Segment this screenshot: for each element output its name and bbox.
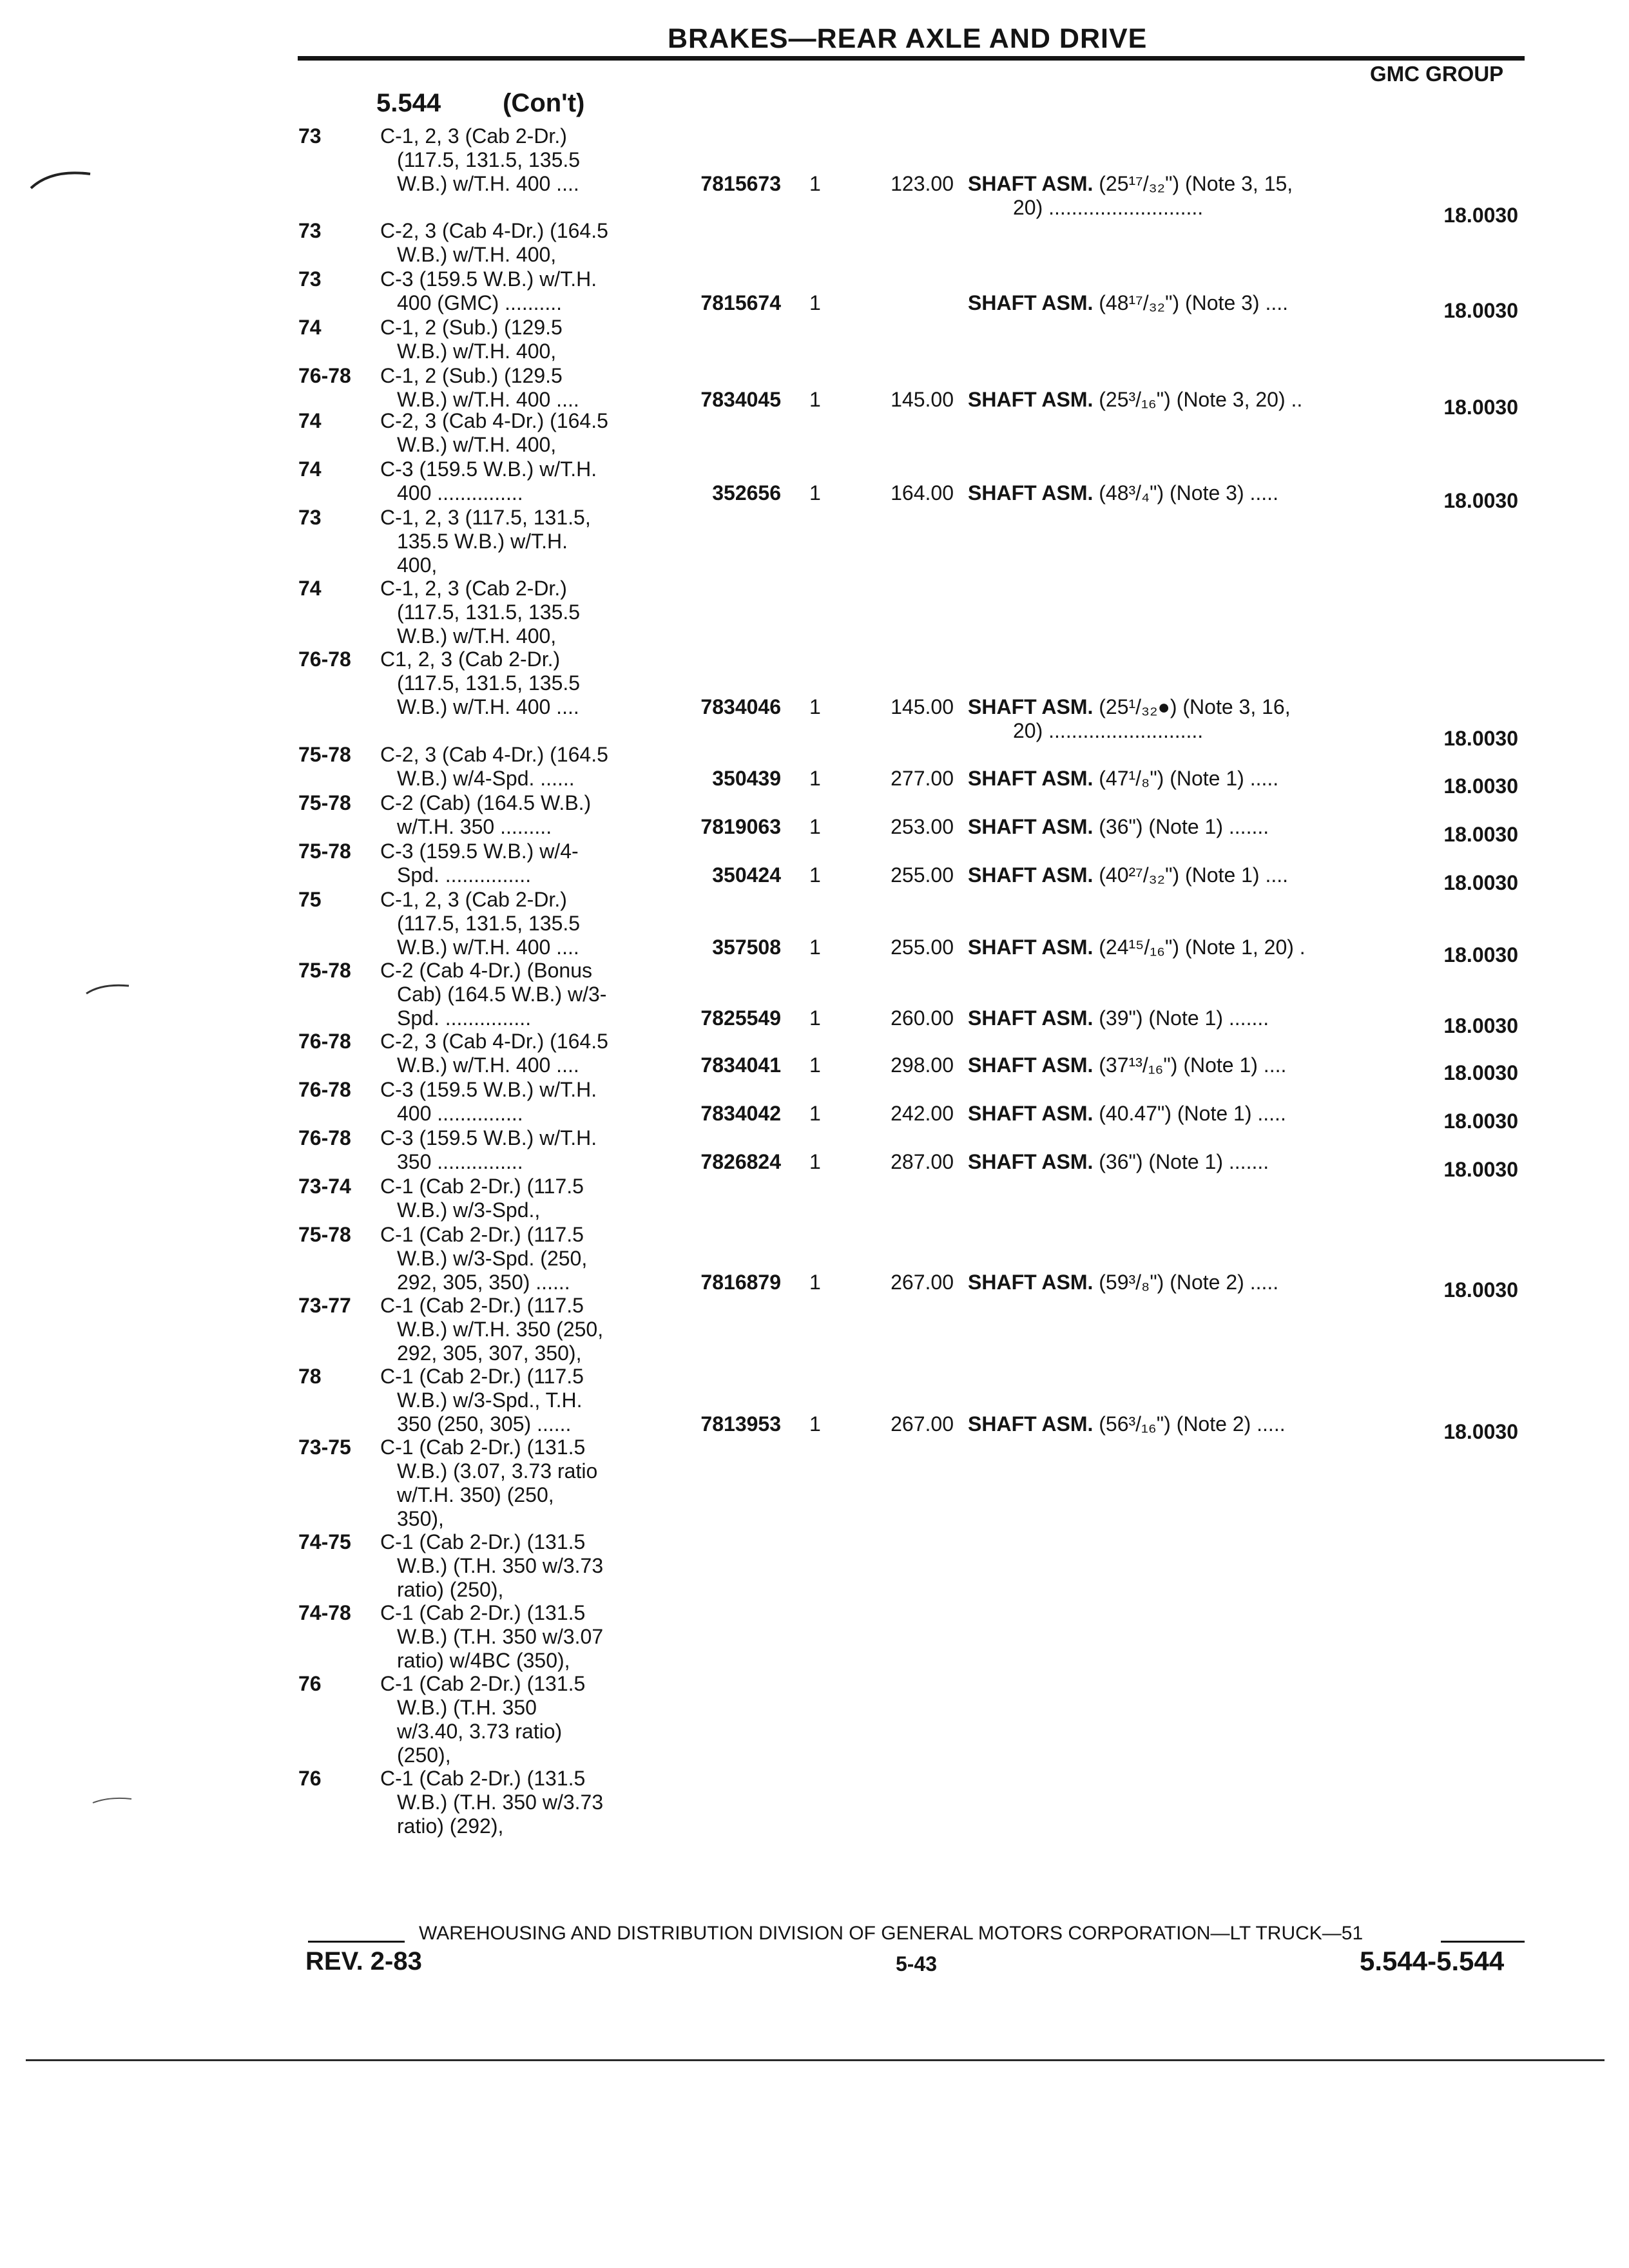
application — [380, 840, 677, 887]
application-line: 400 (GMC) .......... — [397, 291, 563, 314]
application — [380, 1294, 677, 1365]
application-line: C-1 (Cab 2-Dr.) (131.5 — [380, 1601, 586, 1624]
application-line: C-1 (Cab 2-Dr.) (131.5 — [380, 1767, 586, 1790]
quantity: 1 — [809, 863, 821, 887]
price: 298.00 — [891, 1053, 954, 1077]
part-number: 7825549 — [700, 1006, 781, 1030]
application-line: W.B.) w/T.H. 350 (250, — [397, 1318, 604, 1341]
model-year: 76-78 — [298, 648, 351, 671]
description — [968, 863, 1374, 887]
part-name: SHAFT ASM. — [968, 936, 1094, 959]
application — [380, 1030, 677, 1077]
description — [968, 1053, 1374, 1077]
application-line: W.B.) w/T.H. 400, — [397, 243, 557, 266]
model-year: 76-78 — [298, 1030, 351, 1053]
application-line: W.B.) w/3-Spd., T.H. — [397, 1389, 583, 1412]
part-spec: (48³/₄") (Note 3) ..... — [1099, 481, 1278, 505]
application-line: 292, 305, 350) ...... — [397, 1271, 570, 1294]
section-range: 5.544-5.544 — [1360, 1946, 1505, 1976]
group-number: 18.0030 — [1443, 871, 1518, 894]
application-line: C-2, 3 (Cab 4-Dr.) (164.5 — [380, 219, 608, 242]
part-spec: (25³/₁₆") (Note 3, 20) .. — [1099, 388, 1303, 411]
quantity: 1 — [809, 1150, 821, 1173]
description — [968, 1412, 1374, 1436]
quantity: 1 — [809, 695, 821, 718]
footer-division: WAREHOUSING AND DISTRIBUTION DIVISION OF GENERAL MOTORS CORPORATION—LT TRUCK—51 — [419, 1923, 1364, 1944]
application-line: W.B.) w/T.H. 400 .... — [397, 1053, 579, 1077]
part-name: SHAFT ASM. — [968, 1006, 1094, 1030]
group-number: 18.0030 — [1443, 1420, 1518, 1443]
section-continued: (Con't) — [503, 89, 585, 117]
application — [380, 1767, 677, 1838]
price: 242.00 — [891, 1102, 954, 1125]
page-number: 5-43 — [896, 1952, 938, 1975]
group-label: GMC GROUP — [1370, 62, 1504, 86]
quantity: 1 — [809, 481, 821, 505]
quantity: 1 — [809, 815, 821, 838]
part-spec: (39") (Note 1) ....... — [1099, 1006, 1269, 1030]
application-line: C-2 (Cab) (164.5 W.B.) — [380, 791, 592, 814]
model-year: 75-78 — [298, 1223, 351, 1246]
price: 145.00 — [891, 388, 954, 411]
description-line — [968, 1102, 1374, 1126]
model-year: 76-78 — [298, 364, 351, 387]
price: 164.00 — [891, 481, 954, 505]
application-line: C-2, 3 (Cab 4-Dr.) (164.5 — [380, 409, 608, 432]
quantity: 1 — [809, 172, 821, 195]
price: 123.00 — [891, 172, 954, 195]
application — [380, 506, 677, 577]
application-line: 350), — [397, 1507, 444, 1530]
description — [968, 936, 1374, 959]
model-year: 73-75 — [298, 1436, 351, 1459]
description-line — [968, 1412, 1374, 1436]
application — [380, 1601, 677, 1673]
application-line: C-1 (Cab 2-Dr.) (131.5 — [380, 1530, 586, 1553]
group-number: 18.0030 — [1443, 299, 1518, 322]
application — [380, 219, 677, 267]
description-line — [968, 1150, 1374, 1174]
section-heading — [376, 89, 584, 118]
application — [380, 267, 677, 315]
part-name: SHAFT ASM. — [968, 388, 1094, 411]
application-line: W.B.) w/T.H. 400 .... — [397, 388, 579, 411]
header-rule — [298, 56, 1525, 61]
part-name: SHAFT ASM. — [968, 815, 1094, 838]
application — [380, 409, 677, 457]
part-number: 7819063 — [700, 815, 781, 838]
model-year: 76 — [298, 1672, 322, 1695]
model-year: 73 — [298, 219, 322, 242]
application-line: W.B.) w/T.H. 400, — [397, 624, 557, 648]
part-number: 7816879 — [700, 1271, 781, 1294]
group-number: 18.0030 — [1443, 489, 1518, 512]
application-line: C-1 (Cab 2-Dr.) (131.5 — [380, 1436, 586, 1459]
application-line: C-2, 3 (Cab 4-Dr.) (164.5 — [380, 743, 608, 766]
model-year: 74 — [298, 316, 322, 339]
application-line: w/T.H. 350) (250, — [397, 1483, 554, 1506]
group-number: 18.0030 — [1443, 1278, 1518, 1302]
part-number: 350439 — [712, 767, 781, 790]
part-spec: (25¹/₃₂●) (Note 3, 16, — [1099, 695, 1291, 718]
page-title: BRAKES—REAR AXLE AND DRIVE — [668, 23, 1148, 54]
price: 287.00 — [891, 1150, 954, 1173]
part-name: SHAFT ASM. — [968, 1053, 1094, 1077]
group-number: 18.0030 — [1443, 396, 1518, 419]
application — [380, 457, 677, 505]
quantity: 1 — [809, 936, 821, 959]
application-line: w/T.H. 350 ......... — [397, 815, 552, 838]
price: 255.00 — [891, 936, 954, 959]
application-line: C-1, 2, 3 (Cab 2-Dr.) — [380, 577, 567, 600]
application-line: C-1, 2 (Sub.) (129.5 — [380, 316, 563, 339]
application-line: (117.5, 131.5, 135.5 — [397, 912, 581, 935]
part-name: SHAFT ASM. — [968, 1102, 1094, 1125]
price: 267.00 — [891, 1271, 954, 1294]
application-line: 135.5 W.B.) w/T.H. — [397, 530, 568, 553]
application-line: C-1 (Cab 2-Dr.) (117.5 — [380, 1175, 584, 1198]
description-line — [968, 767, 1374, 791]
quantity: 1 — [809, 1271, 821, 1294]
application-line: W.B.) w/3-Spd. (250, — [397, 1247, 588, 1270]
application-line: 350 (250, 305) ...... — [397, 1412, 572, 1436]
price: 145.00 — [891, 695, 954, 718]
application-line: C-2, 3 (Cab 4-Dr.) (164.5 — [380, 1030, 608, 1053]
part-spec: (47¹/₈") (Note 1) ..... — [1099, 767, 1279, 790]
part-spec: (40²⁷/₃₂") (Note 1) .... — [1099, 863, 1289, 887]
part-name: SHAFT ASM. — [968, 695, 1094, 718]
part-spec: (36") (Note 1) ....... — [1099, 1150, 1269, 1173]
footer-rule-right — [1441, 1941, 1525, 1943]
quantity: 1 — [809, 388, 821, 411]
application-line: W.B.) (T.H. 350 w/3.07 — [397, 1625, 604, 1648]
application — [380, 791, 677, 839]
group-number: 18.0030 — [1443, 774, 1518, 798]
application-line: ratio) (292), — [397, 1814, 504, 1838]
application — [380, 316, 677, 363]
group-number: 18.0030 — [1443, 1061, 1518, 1084]
description-line — [968, 936, 1374, 959]
application-line: 400, — [397, 553, 438, 577]
part-number: 350424 — [712, 863, 781, 887]
description-line — [968, 863, 1374, 887]
quantity: 1 — [809, 1412, 821, 1436]
application-line: C1, 2, 3 (Cab 2-Dr.) — [380, 648, 561, 671]
application-line: W.B.) w/3-Spd., — [397, 1198, 541, 1222]
application-line: C-1 (Cab 2-Dr.) (117.5 — [380, 1223, 584, 1246]
price: 267.00 — [891, 1412, 954, 1436]
part-number: 357508 — [712, 936, 781, 959]
quantity: 1 — [809, 1053, 821, 1077]
part-number: 7834041 — [700, 1053, 781, 1077]
model-year: 75-78 — [298, 791, 351, 814]
application — [380, 1530, 677, 1602]
application — [380, 124, 677, 196]
part-spec: (59³/₈") (Note 2) ..... — [1099, 1271, 1279, 1294]
description — [968, 291, 1374, 315]
description-line — [968, 1271, 1374, 1294]
description-line — [968, 695, 1374, 719]
application — [380, 888, 677, 959]
part-number: 7815674 — [700, 291, 781, 314]
model-year: 74 — [298, 409, 322, 432]
application — [380, 364, 677, 412]
price: 253.00 — [891, 815, 954, 838]
application-line: W.B.) (T.H. 350 w/3.73 — [397, 1791, 604, 1814]
model-year: 74-75 — [298, 1530, 351, 1553]
model-year: 73 — [298, 124, 322, 148]
application-line: C-3 (159.5 W.B.) w/4- — [380, 840, 579, 863]
description-line — [968, 388, 1374, 412]
application-line: W.B.) (3.07, 3.73 ratio — [397, 1459, 598, 1483]
application-line: C-1, 2, 3 (Cab 2-Dr.) — [380, 124, 567, 148]
part-spec: (56³/₁₆") (Note 2) ..... — [1099, 1412, 1286, 1436]
group-number: 18.0030 — [1443, 1014, 1518, 1037]
model-year: 78 — [298, 1365, 322, 1388]
application — [380, 1672, 677, 1767]
description — [968, 1271, 1374, 1294]
model-year: 75-78 — [298, 840, 351, 863]
price: 260.00 — [891, 1006, 954, 1030]
description — [968, 815, 1374, 839]
application-line: C-1, 2, 3 (117.5, 131.5, — [380, 506, 591, 529]
application-line: W.B.) w/T.H. 400 .... — [397, 936, 579, 959]
application-line: W.B.) (T.H. 350 w/3.73 — [397, 1554, 604, 1577]
description — [968, 1150, 1374, 1174]
application — [380, 577, 677, 648]
application — [380, 1175, 677, 1222]
part-number: 7826824 — [700, 1150, 781, 1173]
description — [968, 172, 1374, 220]
description-line — [968, 291, 1374, 315]
application — [380, 1126, 677, 1174]
part-spec: (36") (Note 1) ....... — [1099, 815, 1269, 838]
description-line: 20) ........................... — [1013, 196, 1204, 219]
description-line — [968, 172, 1374, 196]
application — [380, 648, 677, 719]
model-year: 74 — [298, 457, 322, 481]
group-number: 18.0030 — [1443, 943, 1518, 966]
part-spec: (24¹⁵/₁₆") (Note 1, 20) . — [1099, 936, 1306, 959]
application-line: (117.5, 131.5, 135.5 — [397, 601, 581, 624]
application-line: ratio) (250), — [397, 1578, 504, 1601]
group-number: 18.0030 — [1443, 727, 1518, 750]
part-number: 7815673 — [700, 172, 781, 195]
scan-edge-line — [26, 2059, 1605, 2061]
model-year: 74-78 — [298, 1601, 351, 1624]
application-line: Spd. ............... — [397, 863, 532, 887]
application-line: w/3.40, 3.73 ratio) — [397, 1720, 563, 1743]
model-year: 73 — [298, 267, 322, 291]
part-name: SHAFT ASM. — [968, 1150, 1094, 1173]
application-line: C-1 (Cab 2-Dr.) (117.5 — [380, 1294, 584, 1317]
group-number: 18.0030 — [1443, 823, 1518, 846]
model-year: 75-78 — [298, 743, 351, 766]
model-year: 76-78 — [298, 1078, 351, 1101]
application-line: 350 ............... — [397, 1150, 523, 1173]
scan-mark-1 — [26, 161, 97, 193]
application-line: C-3 (159.5 W.B.) w/T.H. — [380, 457, 597, 481]
description-line — [968, 1006, 1374, 1030]
model-year: 76-78 — [298, 1126, 351, 1149]
application — [380, 1223, 677, 1294]
application-line: C-3 (159.5 W.B.) w/T.H. — [380, 1126, 597, 1149]
part-number: 352656 — [712, 481, 781, 505]
application-line: W.B.) (T.H. 350 — [397, 1696, 537, 1719]
application — [380, 959, 677, 1030]
application — [380, 743, 677, 791]
model-year: 76 — [298, 1767, 322, 1790]
quantity: 1 — [809, 1006, 821, 1030]
quantity: 1 — [809, 291, 821, 314]
part-name: SHAFT ASM. — [968, 172, 1094, 195]
quantity: 1 — [809, 767, 821, 790]
model-year: 75 — [298, 888, 322, 911]
model-year: 73-74 — [298, 1175, 351, 1198]
application-line: W.B.) w/T.H. 400 .... — [397, 695, 579, 718]
part-name: SHAFT ASM. — [968, 863, 1094, 887]
application-line: Spd. ............... — [397, 1006, 532, 1030]
model-year: 73 — [298, 506, 322, 529]
part-name: SHAFT ASM. — [968, 767, 1094, 790]
part-number: 7834045 — [700, 388, 781, 411]
part-spec: (48¹⁷/₃₂") (Note 3) .... — [1099, 291, 1289, 314]
part-spec: (40.47") (Note 1) ..... — [1099, 1102, 1286, 1125]
group-number: 18.0030 — [1443, 1110, 1518, 1133]
scan-mark-3 — [90, 1794, 135, 1807]
description-line — [968, 481, 1374, 505]
description — [968, 388, 1374, 412]
application — [380, 1365, 677, 1436]
application — [380, 1078, 677, 1126]
part-name: SHAFT ASM. — [968, 481, 1094, 505]
model-year: 75-78 — [298, 959, 351, 982]
application-line: 400 ............... — [397, 1102, 523, 1125]
application-line: W.B.) w/T.H. 400, — [397, 340, 557, 363]
application-line: C-1, 2 (Sub.) (129.5 — [380, 364, 563, 387]
part-name: SHAFT ASM. — [968, 1271, 1094, 1294]
description — [968, 1102, 1374, 1126]
application-line: W.B.) w/T.H. 400 .... — [397, 172, 579, 195]
description — [968, 481, 1374, 505]
revision-label: REV. 2-83 — [305, 1947, 422, 1975]
description — [968, 1006, 1374, 1030]
application-line: C-1 (Cab 2-Dr.) (131.5 — [380, 1672, 586, 1695]
application-line: W.B.) w/4-Spd. ...... — [397, 767, 575, 790]
description — [968, 695, 1374, 743]
part-number: 7813953 — [700, 1412, 781, 1436]
part-name: SHAFT ASM. — [968, 1412, 1094, 1436]
part-number: 7834046 — [700, 695, 781, 718]
part-spec: (25¹⁷/₃₂") (Note 3, 15, — [1099, 172, 1293, 195]
part-number: 7834042 — [700, 1102, 781, 1125]
application-line: C-3 (159.5 W.B.) w/T.H. — [380, 1078, 597, 1101]
application-line: C-2 (Cab 4-Dr.) (Bonus — [380, 959, 592, 982]
model-year: 74 — [298, 577, 322, 600]
description-line — [968, 1053, 1374, 1077]
scan-mark-2 — [82, 979, 134, 999]
quantity: 1 — [809, 1102, 821, 1125]
price: 277.00 — [891, 767, 954, 790]
application-line: (117.5, 131.5, 135.5 — [397, 148, 581, 171]
description-line: 20) ........................... — [1013, 719, 1204, 742]
footer-rule-left — [308, 1941, 405, 1943]
group-number: 18.0030 — [1443, 204, 1518, 227]
price: 255.00 — [891, 863, 954, 887]
application-line: W.B.) w/T.H. 400, — [397, 433, 557, 456]
model-year: 73-77 — [298, 1294, 351, 1317]
description — [968, 767, 1374, 791]
description-line — [968, 815, 1374, 839]
application-line: ratio) w/4BC (350), — [397, 1649, 570, 1672]
application-line: (117.5, 131.5, 135.5 — [397, 671, 581, 695]
part-spec: (37¹³/₁₆") (Note 1) .... — [1099, 1053, 1287, 1077]
application — [380, 1436, 677, 1531]
application-line: Cab) (164.5 W.B.) w/3- — [397, 983, 607, 1006]
application-line: C-1 (Cab 2-Dr.) (117.5 — [380, 1365, 584, 1388]
application-line: C-1, 2, 3 (Cab 2-Dr.) — [380, 888, 567, 911]
group-number: 18.0030 — [1443, 1158, 1518, 1181]
application-line: (250), — [397, 1744, 451, 1767]
application-line: 292, 305, 307, 350), — [397, 1341, 582, 1365]
section-number: 5.544 — [376, 89, 441, 117]
application-line: 400 ............... — [397, 481, 523, 505]
application-line: C-3 (159.5 W.B.) w/T.H. — [380, 267, 597, 291]
part-name: SHAFT ASM. — [968, 291, 1094, 314]
